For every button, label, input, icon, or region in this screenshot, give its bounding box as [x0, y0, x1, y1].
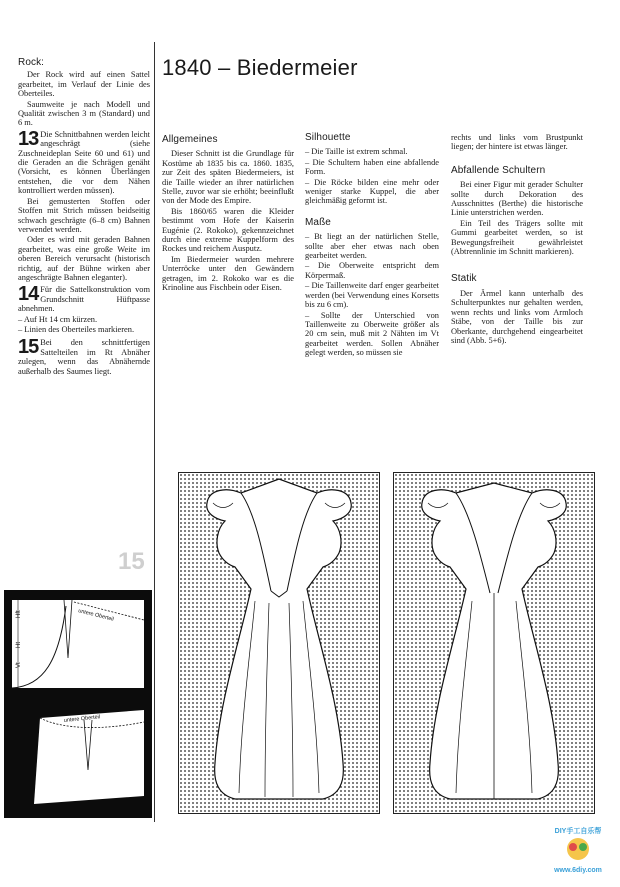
- dress-figure-front: [178, 472, 380, 814]
- step-text: Die Schnittbahnen werden leicht angeschrägt (siehe Zuschneideplan Seite 60 und 61) und die Geraden an die Schrägen genäht (Vorsicht, es können Überlängen entstehen, die vor dem Nähen kontrolliert werden müssen).: [18, 129, 150, 196]
- masse-item: – Bt liegt an der natürlichen Stelle, sollte aber eher etwas nach oben gearbeitet werden.: [305, 232, 439, 261]
- label-untere-oberteil-bottom: untere Oberteil: [63, 714, 101, 724]
- statik-heading: Statik: [451, 273, 477, 285]
- rock-column: [18, 58, 150, 377]
- masse-item: – Die Oberweite entspricht dem Körpermaß.: [305, 261, 439, 280]
- step-13: [18, 127, 150, 196]
- label-ht: Ht: [16, 642, 22, 648]
- schultern-paragraph: Ein Teil des Trägers sollte mit Gummi gearbeitet werden, so ist Bewegungsfreiheit gewährleistet (Abtrennlinie im Schnitt markieren).: [451, 218, 583, 257]
- page-title: 1840 – Biedermeier: [162, 55, 358, 80]
- silhouette-item: – Die Schultern haben eine abfallende Form.: [305, 157, 439, 177]
- pattern-diagram-panel: [4, 590, 152, 818]
- pattern-diagram: [4, 590, 152, 818]
- allgemeines-column: [162, 135, 294, 294]
- step-number: 14: [18, 283, 39, 306]
- masse-item: – Sollte der Unterschied von Taillenweite zu Oberweite größer als 20 cm sein, muß mit 2 Nähten im Vt gearbeitet werden. Sollen Abnäher gelegt werden, so müssen sie: [305, 310, 439, 358]
- step-15: [18, 338, 150, 376]
- allgemeines-heading: Allgemeines: [162, 134, 218, 145]
- rock-paragraph: Oder es wird mit geraden Bahnen gearbeitet, was eine große Weite im oberen Bereich verursacht (historisch richtig, auf der Bühne wirken aber angeschrägte Bahnen eleganter).: [18, 235, 150, 282]
- schultern-heading: Abfallende Schultern: [451, 164, 546, 176]
- silhouette-item: – Die Röcke bilden eine mehr oder weniger starke Kuppel, die aber gleichmäßig geformt ist.: [305, 177, 439, 206]
- watermark-url: www.6diy.com: [554, 867, 602, 874]
- masse-item: – Die Taillenweite darf enger gearbeitet werden (bei Verwendung eines Korsetts bis zu 6 cm).: [305, 281, 439, 310]
- watermark-icon: [558, 836, 598, 862]
- schultern-paragraph: Bei einer Figur mit gerader Schulter sollte durch Dekoration des Ausschnittes (Berthe) die historische Linie unterstrichen werden.: [451, 180, 583, 218]
- rock-heading: Rock:: [18, 57, 45, 68]
- masse-heading: Maße: [305, 216, 331, 228]
- rock-paragraph: Der Rock wird auf einen Sattel gearbeitet, im Verlauf der Linie des Oberteiles.: [18, 70, 150, 99]
- gown-outline: [207, 479, 352, 799]
- dress-figure-back: [393, 472, 595, 814]
- page-number: 15: [118, 548, 145, 575]
- statik-paragraph: Der Ärmel kann unterhalb des Schulterpunktes nur gehalten werden, wenn rechts und links vom Armloch Stäbe, von der Taille bis zur Oberkante, durchgehend eingearbeitet sind (Abb. 5+6).: [451, 288, 583, 345]
- dress-illustration: [394, 473, 594, 813]
- step-14: [18, 285, 150, 334]
- allgemeines-paragraph: Im Biedermeier wurden mehrere Unterröcke unter den Gewändern getragen, im 2. Rokoko war es die Krinoline aus Fischbein oder Eisen.: [162, 254, 294, 293]
- allgemeines-paragraph: Dieser Schnitt ist die Grundlage für Kostüme ab 1835 bis ca. 1860. 1835, zur Zeit des späten Biedermeiers, ist die Taille wieder an ihrer natürlichen Stelle, zuvor war sie erhöht; beeinflußt von der Mode des Empire.: [162, 149, 294, 206]
- column-divider: [154, 42, 155, 822]
- dress-illustration: [179, 473, 379, 813]
- logo-dot: [579, 843, 587, 851]
- step-item: – Linien des Oberteiles markieren.: [18, 324, 135, 334]
- step-item: – Auf Ht 14 cm kürzen.: [18, 314, 98, 324]
- label-untere-oberteil: untere Oberteil: [77, 608, 115, 623]
- label-vt: Vt: [16, 662, 22, 668]
- label-hft: Hft: [16, 610, 22, 618]
- logo-dot: [569, 843, 577, 851]
- silhouette-item: – Die Taille ist extrem schmal.: [305, 147, 408, 157]
- allgemeines-paragraph: Bis 1860/65 waren die Kleider bestimmt vom Hofe der Kaiserin Eugénie (2. Rokoko), gekennzeichnet durch eine extreme Kuppelform des Rockes und reichem Ausputz.: [162, 206, 294, 254]
- watermark-site-name: DIY手工自乐帮: [554, 828, 602, 835]
- step-text: Für die Sattelkonstruktion vom Grundschnitt Hüftpasse abnehmen.: [18, 285, 150, 314]
- step-number: 15: [18, 336, 39, 359]
- rock-paragraph: Saumweite je nach Modell und Qualität zwischen 3 m (Standard) und 6 m.: [18, 99, 150, 128]
- silhouette-heading: Silhouette: [305, 132, 351, 143]
- step-text: Bei den schnittfertigen Sattelteilen im Rt Abnäher zulegen, wenn das Abnähernde außerhalb des Saumes liegt.: [18, 338, 150, 376]
- schultern-column: [451, 133, 583, 346]
- silhouette-column: [305, 133, 439, 359]
- step-number: 13: [18, 127, 39, 150]
- continuation-text: rechts und links vom Brustpunkt liegen; der hintere ist etwas länger.: [451, 133, 583, 152]
- watermark-logo: [540, 822, 616, 884]
- rock-paragraph: Bei gemusterten Stoffen oder Stoffen mit Strich müssen beidseitig schwach geschrägte (6–8 cm) Bahnen verwendet werden.: [18, 196, 150, 234]
